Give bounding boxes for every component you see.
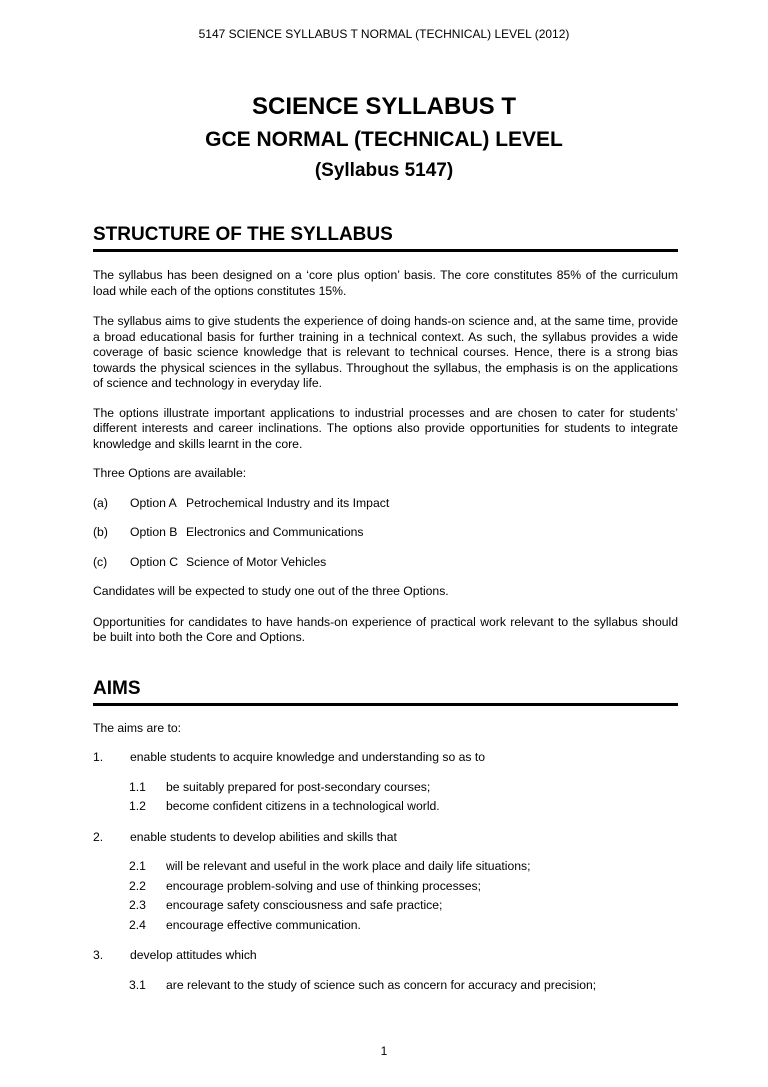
option-item-a (93, 496, 678, 512)
aim-subitem (129, 780, 678, 796)
option-label: (b) (93, 525, 108, 539)
structure-heading: STRUCTURE OF THE SYLLABUS (93, 224, 678, 252)
aim-subitem-text: will be relevant and useful in the work place and daily life situations; (166, 859, 531, 873)
syllabus-code: (Syllabus 5147) (314, 160, 454, 181)
option-name: Electronics and Communications (186, 525, 364, 539)
option-label: (a) (93, 495, 108, 510)
aim-subitem-number: 3.1 (129, 977, 146, 992)
aim-subitem-number: 2.3 (129, 898, 146, 912)
option-code: Option A (130, 495, 177, 510)
aim-item-2 (93, 830, 678, 846)
running-header: 5147 SCIENCE SYLLABUS T NORMAL (TECHNICAL) LEVEL (2012) (198, 27, 570, 41)
option-code: Option B (130, 525, 178, 539)
option-item-c (93, 555, 678, 571)
aims-heading: AIMS (93, 678, 678, 706)
document-body (93, 224, 678, 993)
structure-paragraph-1: The syllabus has been designed on a ‘core plus option’ basis. The core constitutes 85% of the curriculum load while each of the options constitutes 15%. (93, 268, 678, 298)
aim-number: 2. (93, 829, 104, 844)
aim-subitem (129, 918, 678, 934)
aim-subitem-text: encourage effective communication. (166, 917, 361, 932)
option-item-b (93, 525, 678, 541)
aim-subitem-text: encourage safety consciousness and safe practice; (166, 898, 443, 912)
aim-subitem-text: encourage problem-solving and use of thinking processes; (166, 878, 482, 893)
aim-subitem-number: 2.1 (129, 859, 146, 873)
option-label: (c) (93, 554, 108, 569)
options-intro: Three Options are available: (93, 466, 247, 480)
aim-text: enable students to acquire knowledge and understanding so as to (130, 750, 486, 764)
document-title: SCIENCE SYLLABUS T (251, 93, 517, 120)
aim-number: 1. (93, 750, 104, 764)
aim-subitem-number: 2.4 (129, 917, 146, 932)
aim-subitem (129, 859, 678, 875)
aim-subitem-text: become confident citizens in a technological world. (166, 799, 440, 813)
aim-subitem-number: 2.2 (129, 878, 146, 893)
aim-subitem (129, 879, 678, 895)
document-subtitle: GCE NORMAL (TECHNICAL) LEVEL (205, 128, 563, 151)
aim-subitem (129, 978, 678, 994)
option-name: Petrochemical Industry and its Impact (186, 495, 390, 510)
aim-item-1 (93, 750, 678, 766)
aims-intro: The aims are to: (93, 720, 182, 735)
aim-item-3 (93, 948, 678, 964)
aim-text: develop attitudes which (130, 948, 257, 962)
aim-subitem-text: are relevant to the study of science such as concern for accuracy and precision; (166, 977, 597, 992)
option-code: Option C (130, 554, 179, 569)
aim-subitem-text: be suitably prepared for post-secondary courses; (166, 779, 431, 794)
option-name: Science of Motor Vehicles (186, 554, 327, 569)
structure-paragraph-6: Opportunities for candidates to have hands-on experience of practical work relevant to the syllabus should be built into both the Core and Options. (93, 614, 678, 644)
aim-subitem-number: 1.2 (129, 799, 146, 813)
structure-paragraph-2: The syllabus aims to give students the experience of doing hands-on science and, at the same time, provide a broad educational basis for further training in a technical context. As such, the syllabus provides a wide coverage of basic science knowledge that is relevant to technical courses. Hence, there is a strong bias towards the physical sciences in the syllabus. Throughout the syllabus, the emphasis is on the applications of science and technology in everyday life. (93, 314, 678, 390)
structure-paragraph-3: The options illustrate important applications to industrial processes and are chosen to cater for students’ different interests and career inclinations. The options also provide opportunities for students to integrate knowledge and skills learnt in the core. (93, 405, 678, 451)
aim-text: enable students to develop abilities and skills that (130, 829, 397, 844)
aim-number: 3. (93, 948, 104, 962)
page-number: 1 (380, 1044, 388, 1058)
aim-subitem (129, 799, 678, 815)
aim-subitem-number: 1.1 (129, 779, 146, 794)
structure-paragraph-5: Candidates will be expected to study one out of the three Options. (93, 584, 449, 598)
aim-subitem (129, 898, 678, 914)
